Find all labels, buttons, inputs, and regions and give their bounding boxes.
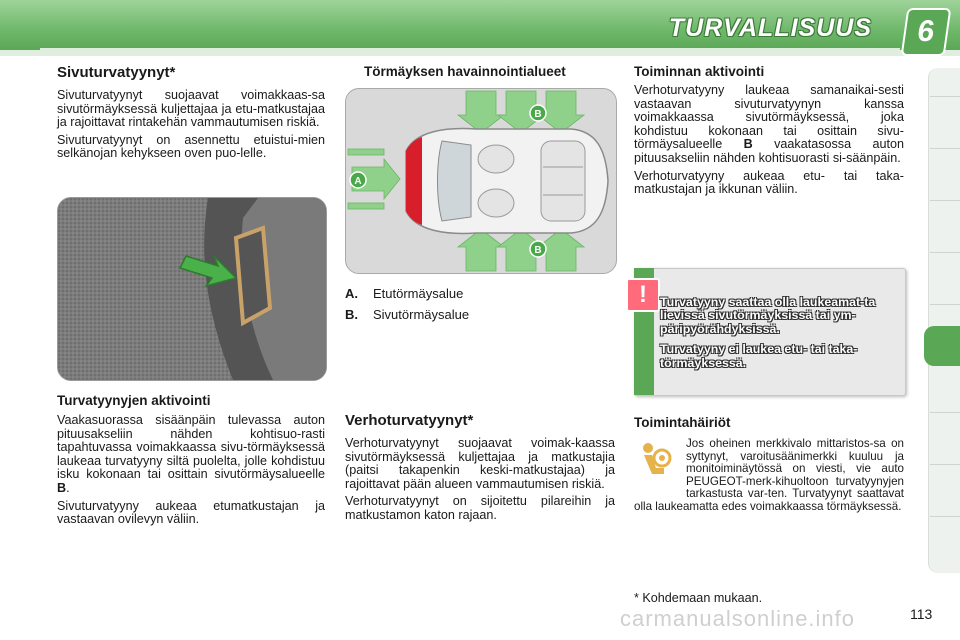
zone-label-a: A <box>354 176 362 187</box>
warning-exclamation-icon: ! <box>626 278 660 312</box>
airbag-warning-light-icon <box>634 438 682 492</box>
watermark: carmanualsonline.info <box>620 606 856 631</box>
activation-section <box>57 393 325 531</box>
chapter-tab[interactable] <box>930 464 960 465</box>
legend-text: Etutörmäysalue <box>373 286 464 301</box>
activation-heading: Turvatyynyjen aktivointi <box>57 393 211 408</box>
function-text: Verhoturvatyyny laukeaa samanaikai-sesti vastaavan sivuturvatyynyn kanssa voimakkaassa sivutörmäyksessä, joka kohdistuu kokonaan tai osittain sivu-törmäysalueelle <box>634 83 904 152</box>
legend-text: Sivutörmäysalue <box>373 307 470 322</box>
fault-heading: Toimintahäiriöt <box>634 415 731 430</box>
page-number: 113 <box>910 606 933 622</box>
warning-text: Turvatyyny ei laukea etu- tai taka-törmäyksessä. <box>660 342 858 370</box>
curtain-airbag-heading: Verhoturvatyynyt* <box>345 412 474 429</box>
activation-text-end: . <box>66 480 70 495</box>
side-airbag-paragraph: Sivuturvatyynyt on asennettu etuistui-mien selkänojan kehykseen oven puo-lelle. <box>57 132 325 161</box>
zone-legend <box>345 286 615 322</box>
side-airbag-section <box>57 64 325 165</box>
side-airbag-paragraph: Sivuturvatyynyt suojaavat voimakkaas-sa sivutörmäyksessä kuljettajaa ja etu-matkustajaa ja rajoittavat rintakehän vammautumisen riskiä. <box>57 88 325 130</box>
curtain-airbag-paragraph: Verhoturvatyynyt suojaavat voimak-kaassa sivutörmäyksessä kuljettajaa ja matkustajia (paitsi takapenkin keski-matkustajaa) ja rajoittavat pään alueen vammautumisen riskiä. <box>345 436 615 491</box>
car-top-view <box>346 89 616 273</box>
function-paragraph <box>634 84 904 166</box>
footnote: * Kohdemaan mukaan. <box>634 591 763 605</box>
chapter-number-badge: 6 <box>901 8 952 56</box>
function-paragraph: Verhoturvatyyny aukeaa etu- tai taka-matkustajan ja ikkunan väliin. <box>634 168 904 197</box>
chapter-tab[interactable] <box>930 412 960 413</box>
legend-item <box>345 286 615 301</box>
zone-ref: B <box>743 137 753 152</box>
legend-item <box>345 307 615 322</box>
function-text-end: vaakatasossa auton pituusakseliin nähden kohtisuorasti si-säänpäin. <box>634 137 905 165</box>
activation-text: Vaakasuorassa sisäänpäin tulevassa auton pituusakseliin nähden kohtisuo-rasti tapahtuvassa voimakkaassa sivu-törmäyksessä laukeaa turvatyyny siltä puolelta, jolle kohdistuu isku kokonaan tai osittain sivutörmäysalueelle <box>57 413 325 482</box>
chapter-tab[interactable] <box>930 516 960 517</box>
side-airbag-heading: Sivuturvatyynyt* <box>57 64 176 81</box>
seat-airbag-photo <box>57 197 327 381</box>
function-heading: Toiminnan aktivointi <box>634 64 765 79</box>
warning-content <box>660 296 898 377</box>
chapter-tab-active[interactable] <box>924 326 960 366</box>
fault-section <box>634 438 904 538</box>
legend-key: B. <box>345 307 358 322</box>
chapter-tab[interactable] <box>930 200 960 201</box>
chapter-tab[interactable] <box>930 148 960 149</box>
legend-key: A. <box>345 286 358 301</box>
header-line <box>40 48 900 50</box>
curtain-airbag-section <box>345 412 615 527</box>
activation-paragraph: Sivuturvatyyny aukeaa etumatkustajan ja vastaavan ovilevyn väliin. <box>57 498 325 527</box>
zone-ref: B <box>57 480 67 495</box>
detection-zones-diagram <box>345 88 617 274</box>
airbag-warning-icon-svg <box>634 438 680 484</box>
zone-label-b-top: B <box>534 109 542 120</box>
warning-text: Turvatyyny saattaa olla laukeamat-ta lievissä sivutörmäyksissä tai ym-päripyörähdyksissä. <box>660 295 876 336</box>
zone-label-b-bottom: B <box>534 245 542 256</box>
curtain-airbag-paragraph: Verhoturvatyynyt on sijoitettu pilareihin ja matkustamon katon rajaan. <box>345 494 615 522</box>
chapter-tab[interactable] <box>930 304 960 305</box>
diagram-heading: Törmäyksen havainnointialueet <box>364 64 566 79</box>
seat-illustration <box>58 198 326 380</box>
activation-paragraph <box>57 414 325 496</box>
chapter-tab-strip <box>928 68 960 573</box>
fault-text: Jos oheinen merkkivalo mittaristos-sa on syttynyt, varoitusäänimerkki kuuluu ja monitoiminäytössä on viesti, vie auto PEUGEOT-merk-kihuoltoon turvatyynyjen tarkastusta var-ten. Turvatyynyt saattavat olla laukeamatta edes voimakkaassa törmäyksessä. <box>634 437 904 513</box>
chapter-tab[interactable] <box>930 96 960 97</box>
header-stripe <box>0 50 960 56</box>
chapter-title: TURVALLISUUS <box>668 14 872 42</box>
function-section <box>634 64 904 201</box>
chapter-tab[interactable] <box>930 252 960 253</box>
